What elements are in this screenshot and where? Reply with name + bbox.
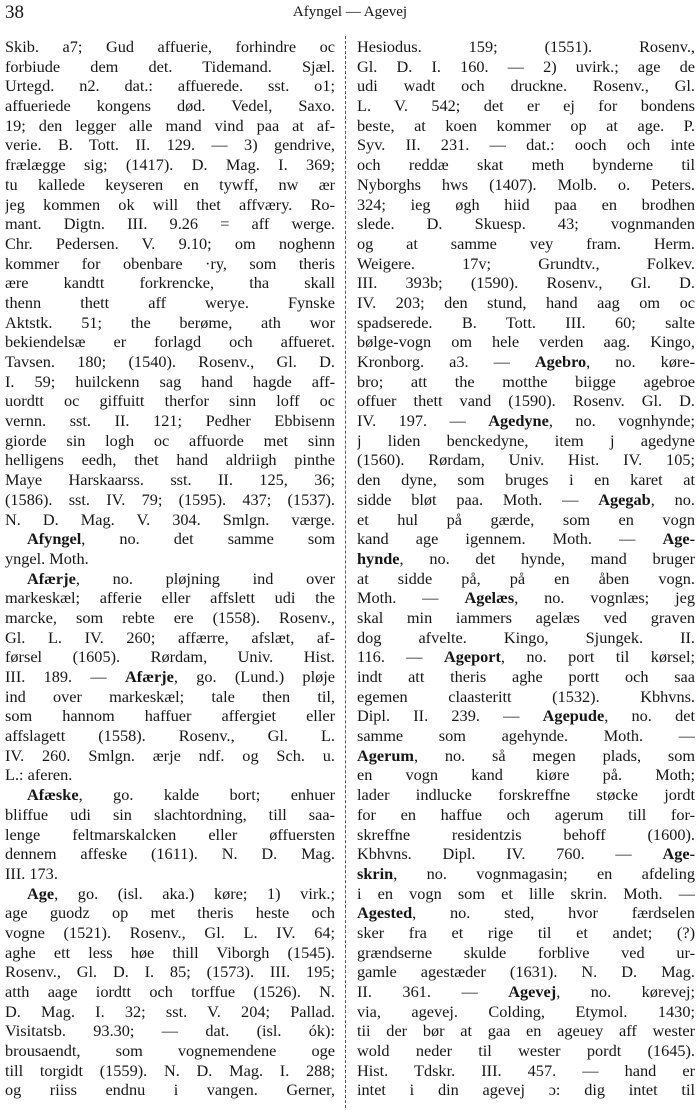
text-segment: og riiss endnu i vangen. Gerner, xyxy=(5,1080,335,1100)
text-line xyxy=(5,529,335,549)
text-segment: Chr. Pedersen. V. 9.10; om noghenn xyxy=(5,233,335,253)
text-segment: , no. vognhynde; xyxy=(548,411,695,431)
text-line xyxy=(357,195,695,215)
text-line xyxy=(5,116,335,136)
headword: Agepude xyxy=(542,706,605,726)
text-segment: L.: aferen. xyxy=(5,765,73,785)
headword: Age- xyxy=(662,844,695,864)
text-line xyxy=(5,943,335,963)
text-segment: Tavsen. 180; (1540). Rosenv., Gl. D. xyxy=(5,352,335,371)
text-segment: en vogn kand kiøre på. Moth; xyxy=(357,765,695,785)
text-line xyxy=(5,962,335,982)
text-segment: N. D. Mag. V. 304. Smlgn. værge. xyxy=(5,509,335,529)
text-line xyxy=(357,726,695,746)
text-segment: vogne (1521). Rosenv., Gl. L. IV. 64; xyxy=(5,922,335,942)
text-segment: uordtt oc giffuitt therfor sinn loff oc xyxy=(5,391,335,411)
text-line xyxy=(5,549,335,569)
text-segment: Rosenv., Gl. D. I. 85; (1573). III. 195; xyxy=(5,962,335,982)
text-segment: IV. 203; den stund, hand aag om oc xyxy=(357,292,695,312)
text-line xyxy=(357,155,695,175)
text-line xyxy=(5,923,335,943)
text-segment: affslagett (1558). Rosenv., Gl. L. xyxy=(5,726,335,746)
text-line xyxy=(357,37,695,57)
text-line xyxy=(5,765,335,785)
text-segment: grændserne skulde forblive ved ur- xyxy=(357,942,695,962)
text-line xyxy=(357,962,695,982)
text-segment: , no. xyxy=(650,489,695,509)
text-line xyxy=(357,490,695,510)
headword: Agelæs xyxy=(464,588,515,608)
text-line xyxy=(5,569,335,589)
text-line xyxy=(5,234,335,254)
column-divider xyxy=(345,36,346,1108)
text-line xyxy=(357,746,695,766)
text-line xyxy=(357,273,695,293)
text-segment: (1586). sst. IV. 79; (1595). 437; (1537). xyxy=(5,489,335,509)
text-segment: 324; ieg øgh hiid paa en brodhen xyxy=(357,194,695,214)
text-line xyxy=(5,450,335,470)
text-line xyxy=(357,254,695,274)
headword: Agevej xyxy=(508,982,557,1001)
page-number: 38 xyxy=(5,2,24,23)
text-segment: 116. — xyxy=(357,647,444,667)
text-line xyxy=(357,470,695,490)
text-segment: Maye Harskaarss. sst. II. 125, 36; xyxy=(5,470,335,490)
text-segment: I. 59; huilckenn sag hand hagde aff- xyxy=(5,371,335,391)
text-line xyxy=(357,450,695,470)
text-line xyxy=(357,332,695,352)
text-segment: wold neder til wester pordt (1645). xyxy=(357,1041,695,1061)
text-segment: samme som agehynde. Moth. — xyxy=(357,726,695,746)
text-line xyxy=(5,647,335,667)
text-line xyxy=(5,805,335,825)
text-line xyxy=(5,352,335,372)
text-line xyxy=(5,1002,335,1022)
text-line xyxy=(357,884,695,904)
text-line xyxy=(357,175,695,195)
text-segment: och reddæ skat meth bynderne til xyxy=(357,155,695,175)
text-segment: indt att theris aghe portt och saa xyxy=(357,667,695,686)
text-line xyxy=(5,175,335,195)
text-segment: udi wadt och druckne. Rosenv., Gl. xyxy=(357,76,695,96)
text-line xyxy=(357,1021,695,1041)
headword: Afærje xyxy=(27,568,76,588)
text-line xyxy=(5,214,335,234)
text-segment: markeskæl; afferie eller affslett udi the xyxy=(5,588,335,608)
text-segment: mant. Digtn. III. 9.26 = aff werge. xyxy=(5,214,335,234)
text-segment: bølge-vogn om hele verden aag. Kingo, xyxy=(357,332,695,352)
text-line xyxy=(357,687,695,707)
text-line xyxy=(357,903,695,923)
text-line xyxy=(5,195,335,215)
text-line xyxy=(357,391,695,411)
text-segment: , no. pløjning ind over xyxy=(75,568,335,588)
text-segment: bliffue udi sin slachtordning, till saa- xyxy=(5,804,335,824)
text-segment: D. Mag. I. 32; sst. V. 204; Pallad. xyxy=(5,1001,335,1021)
text-segment: forbiude dem det. Tidemand. Sjæl. xyxy=(5,56,335,76)
text-line xyxy=(5,431,335,451)
text-segment: Weigere. 17v; Grundtv., Folkev. xyxy=(357,253,695,273)
text-line xyxy=(357,706,695,726)
text-segment: Syv. II. 231. — dat.: ooch och inte xyxy=(357,135,695,155)
text-line xyxy=(5,608,335,628)
text-segment: III. 189. — xyxy=(5,667,126,686)
text-segment: tii der bør at gaa en ageuey aff wester xyxy=(357,1021,695,1041)
text-segment: et hul på gærde, som en vogn xyxy=(357,509,695,529)
text-line xyxy=(5,884,335,904)
headword: Agegab xyxy=(598,489,651,509)
text-line xyxy=(357,1061,695,1081)
text-segment: , no. sted, hvor færdselen xyxy=(412,903,695,923)
text-segment: spadserede. B. Tott. III. 60; salte xyxy=(357,312,695,332)
text-segment: brousaendt, som vognemendene oge xyxy=(5,1041,335,1061)
text-segment: Aktstk. 51; the berøme, ath wor xyxy=(5,312,335,332)
text-segment: som hannom haffuer affergiet eller xyxy=(5,706,335,726)
text-line xyxy=(357,549,695,569)
text-segment: bekiendelsæ er forlagd och affueret. xyxy=(5,332,335,352)
text-line xyxy=(5,1041,335,1061)
text-line xyxy=(5,510,335,530)
text-segment: kand age igennem. Moth. — xyxy=(357,529,663,549)
text-line xyxy=(357,1002,695,1022)
text-line xyxy=(357,647,695,667)
headword: skrin xyxy=(357,863,394,883)
text-line xyxy=(5,135,335,155)
text-line xyxy=(357,234,695,254)
headword: Agebro xyxy=(534,352,587,371)
text-line xyxy=(5,155,335,175)
text-line xyxy=(357,608,695,628)
text-line xyxy=(357,510,695,530)
text-line xyxy=(5,372,335,392)
text-line xyxy=(357,805,695,825)
text-segment: thenn thett aff werye. Fynske xyxy=(5,292,335,312)
text-segment: ind over markeskæl; tale then til, xyxy=(5,686,335,706)
text-line xyxy=(5,37,335,57)
text-line xyxy=(5,903,335,923)
text-segment: gamle agestæder (1631). N. D. Mag. xyxy=(357,962,695,982)
text-line xyxy=(357,923,695,943)
text-line xyxy=(5,588,335,608)
text-segment: Moth. — xyxy=(357,588,465,608)
text-segment: tu kallede keyseren en tywff, nw ær xyxy=(5,174,335,194)
text-segment: II. 361. — xyxy=(357,982,509,1001)
text-segment: Nyborghs hws (1407). Molb. o. Peters. xyxy=(357,174,695,194)
text-segment: offuer thett vand (1590). Rosenv. Gl. D. xyxy=(357,391,695,411)
text-line xyxy=(357,96,695,116)
text-line xyxy=(357,214,695,234)
text-segment: Visitatsb. 93.30; — dat. (isl. ók): xyxy=(5,1021,335,1041)
text-segment: egemen claasteritt (1532). Kbhvns. xyxy=(357,686,695,706)
text-segment: via, agevej. Colding, Etymol. 1430; xyxy=(357,1001,695,1021)
text-segment: Hist. Tdskr. III. 457. — hand er xyxy=(357,1060,695,1080)
text-segment: i en vogn som et lille skrin. Moth. — xyxy=(357,883,695,903)
text-segment: kommer for obenbare ·ry, som theris xyxy=(5,253,335,273)
text-line xyxy=(357,943,695,963)
text-line xyxy=(5,411,335,431)
text-segment: 19; den legger alle mand vind paa at af- xyxy=(5,115,335,135)
text-line xyxy=(5,96,335,116)
text-segment: , no. det samme som xyxy=(81,529,335,549)
text-segment: , no. det xyxy=(604,706,695,726)
text-line xyxy=(357,569,695,589)
headword: Age- xyxy=(662,529,695,549)
text-segment: marcke, som rebte ere (1558). Rosenv., xyxy=(5,607,335,627)
text-segment: skal min iammers agelæs ved graven xyxy=(357,607,695,627)
text-line xyxy=(357,844,695,864)
text-segment: age guodz op met theris heste och xyxy=(5,903,335,923)
text-segment: till torgidt (1559). N. D. Mag. I. 288; xyxy=(5,1060,335,1080)
text-segment: , go. kalde bort; enhuer xyxy=(78,785,335,805)
text-line xyxy=(5,490,335,510)
headword: Age xyxy=(27,883,55,903)
text-line xyxy=(5,76,335,96)
text-line xyxy=(5,628,335,648)
text-segment: Urtegd. n2. dat.: affuerede. sst. o1; xyxy=(5,76,335,96)
text-line xyxy=(357,785,695,805)
text-segment: intet i din agevej ɔ: dig intet til xyxy=(357,1080,695,1100)
text-line xyxy=(5,667,335,687)
headword: hynde xyxy=(357,548,400,568)
text-line xyxy=(357,1080,695,1100)
text-line xyxy=(5,982,335,1002)
text-line xyxy=(5,785,335,805)
text-segment: Skib. a7; Gud affuerie, forhindre oc xyxy=(5,37,335,56)
text-line xyxy=(357,372,695,392)
text-segment: lader indlucke forskreffne støcke jordt xyxy=(357,785,695,805)
text-line xyxy=(5,687,335,707)
text-segment: III. 173. xyxy=(5,863,58,883)
text-line xyxy=(5,293,335,313)
text-line xyxy=(5,391,335,411)
text-line xyxy=(5,706,335,726)
headword: Ageport xyxy=(443,647,501,667)
text-segment: atth aage iordtt och torffue (1526). N. xyxy=(5,982,335,1001)
text-segment: , go. (isl. aka.) køre; 1) virk.; xyxy=(54,883,335,903)
text-segment: , no. kørevej; xyxy=(556,982,695,1001)
text-segment: Kbhvns. Dipl. IV. 760. — xyxy=(357,844,663,864)
text-line xyxy=(5,470,335,490)
headword: Afyngel xyxy=(27,529,82,549)
text-segment: , no. det hynde, mand bruger xyxy=(399,548,695,568)
text-segment: bro; att the motthe biigge agebroe xyxy=(357,371,695,391)
text-line xyxy=(357,135,695,155)
text-segment: Dipl. II. 239. — xyxy=(357,706,543,726)
text-line xyxy=(357,825,695,845)
text-segment: at sidde på, på en åben vogn. xyxy=(357,568,695,588)
text-segment: , no. køre- xyxy=(586,352,695,371)
text-segment: dennem affeske (1611). N. D. Mag. xyxy=(5,844,335,864)
text-segment: , no. vognlæs; jeg xyxy=(514,588,695,608)
text-line xyxy=(357,313,695,333)
text-segment: , no. så megen plads, som xyxy=(413,745,695,765)
text-segment: aghe ett less høe thill Viborgh (1545). xyxy=(5,942,335,962)
text-line xyxy=(5,273,335,293)
text-segment: lenge feltmarskalcken eller øffuersten xyxy=(5,824,335,844)
text-segment: helligens eedh, thet hand aldriigh pinthe xyxy=(5,450,335,470)
text-segment: vernn. sst. II. 121; Pedher Ebbisenn xyxy=(5,411,335,431)
text-segment: IV. 197. — xyxy=(357,411,489,431)
text-line xyxy=(357,352,695,372)
headword: Agested xyxy=(357,903,413,923)
text-segment: yngel. Moth. xyxy=(5,548,89,568)
text-segment: III. 393b; (1590). Rosenv., Gl. D. xyxy=(357,273,695,293)
text-line xyxy=(357,116,695,136)
text-line xyxy=(5,313,335,333)
text-segment: sidde bløt paa. Moth. — xyxy=(357,489,599,509)
text-segment: ære kandtt forkrencke, tha skall xyxy=(5,273,335,293)
text-line xyxy=(357,864,695,884)
text-segment: verie. B. Tott. II. 129. — 3) gendrive, xyxy=(5,135,335,155)
text-segment: Hesiodus. 159; (1551). Rosenv., xyxy=(357,37,695,56)
text-line xyxy=(5,332,335,352)
text-segment: , go. (Lund.) pløje xyxy=(173,667,335,686)
text-line xyxy=(357,293,695,313)
left-column xyxy=(5,37,335,1100)
text-line xyxy=(5,726,335,746)
right-column xyxy=(357,37,695,1100)
text-line xyxy=(5,825,335,845)
text-line xyxy=(357,529,695,549)
headword: Afærje xyxy=(125,667,174,686)
text-line xyxy=(5,57,335,77)
text-line xyxy=(357,982,695,1002)
headword: Afæske xyxy=(27,785,79,805)
text-line xyxy=(357,76,695,96)
text-segment: for en haffue och agerum till for- xyxy=(357,804,695,824)
headword: Agedyne xyxy=(488,411,549,431)
text-segment: (1560). Rørdam, Univ. Hist. IV. 105; xyxy=(357,450,695,470)
text-segment: j liden benckedyne, item j agedyne xyxy=(357,430,695,450)
text-segment: skreffne residentzis behoff (1600). xyxy=(357,824,695,844)
text-line xyxy=(5,746,335,766)
text-segment: sker fra et rige til et andet; (?) xyxy=(357,922,695,942)
text-segment: IV. 260. Smlgn. ærje ndf. og Sch. u. xyxy=(5,745,335,765)
text-segment: førsel (1605). Rørdam, Univ. Hist. xyxy=(5,647,335,667)
text-line xyxy=(5,1080,335,1100)
text-segment: giorde sin logh oc affuorde met sinn xyxy=(5,430,335,450)
text-segment: Gl. D. I. 160. — 2) uvirk.; age de xyxy=(357,56,695,76)
text-segment: Gl. L. IV. 260; affærre, afslæt, af- xyxy=(5,627,335,647)
headword: Agerum xyxy=(357,745,414,765)
text-line xyxy=(357,765,695,785)
text-line xyxy=(357,628,695,648)
text-line xyxy=(357,411,695,431)
text-segment: frælægge sig; (1417). D. Mag. I. 369; xyxy=(5,155,335,175)
text-segment: affueriede kongens død. Vedel, Saxo. xyxy=(5,96,335,116)
text-line xyxy=(5,1021,335,1041)
text-segment: , no. vognmagasin; en afdeling xyxy=(393,863,695,883)
text-segment: Kronborg. a3. — xyxy=(357,352,535,371)
text-segment: L. V. 542; det er ej for bondens xyxy=(357,96,695,116)
text-line xyxy=(5,1061,335,1081)
text-line xyxy=(357,667,695,687)
text-segment: den dyne, som bruges i en karet at xyxy=(357,470,695,490)
text-segment: slede. D. Skuesp. 43; vognmanden xyxy=(357,214,695,234)
text-line xyxy=(5,844,335,864)
text-segment: og at samme vey fram. Herm. xyxy=(357,233,695,253)
text-segment: dog afvelte. Kingo, Sjungek. II. xyxy=(357,627,695,647)
text-line xyxy=(5,864,335,884)
text-line xyxy=(357,57,695,77)
text-line xyxy=(5,254,335,274)
text-segment: , no. port til kørsel; xyxy=(500,647,695,667)
text-segment: jeg kommen ok will thet affværy. Ro- xyxy=(5,194,335,214)
running-title: Afyngel — Agevej xyxy=(292,4,408,20)
text-line xyxy=(357,588,695,608)
text-line xyxy=(357,431,695,451)
text-line xyxy=(357,1041,695,1061)
text-segment: beste, at koen kommer op at age. P. xyxy=(357,115,695,135)
